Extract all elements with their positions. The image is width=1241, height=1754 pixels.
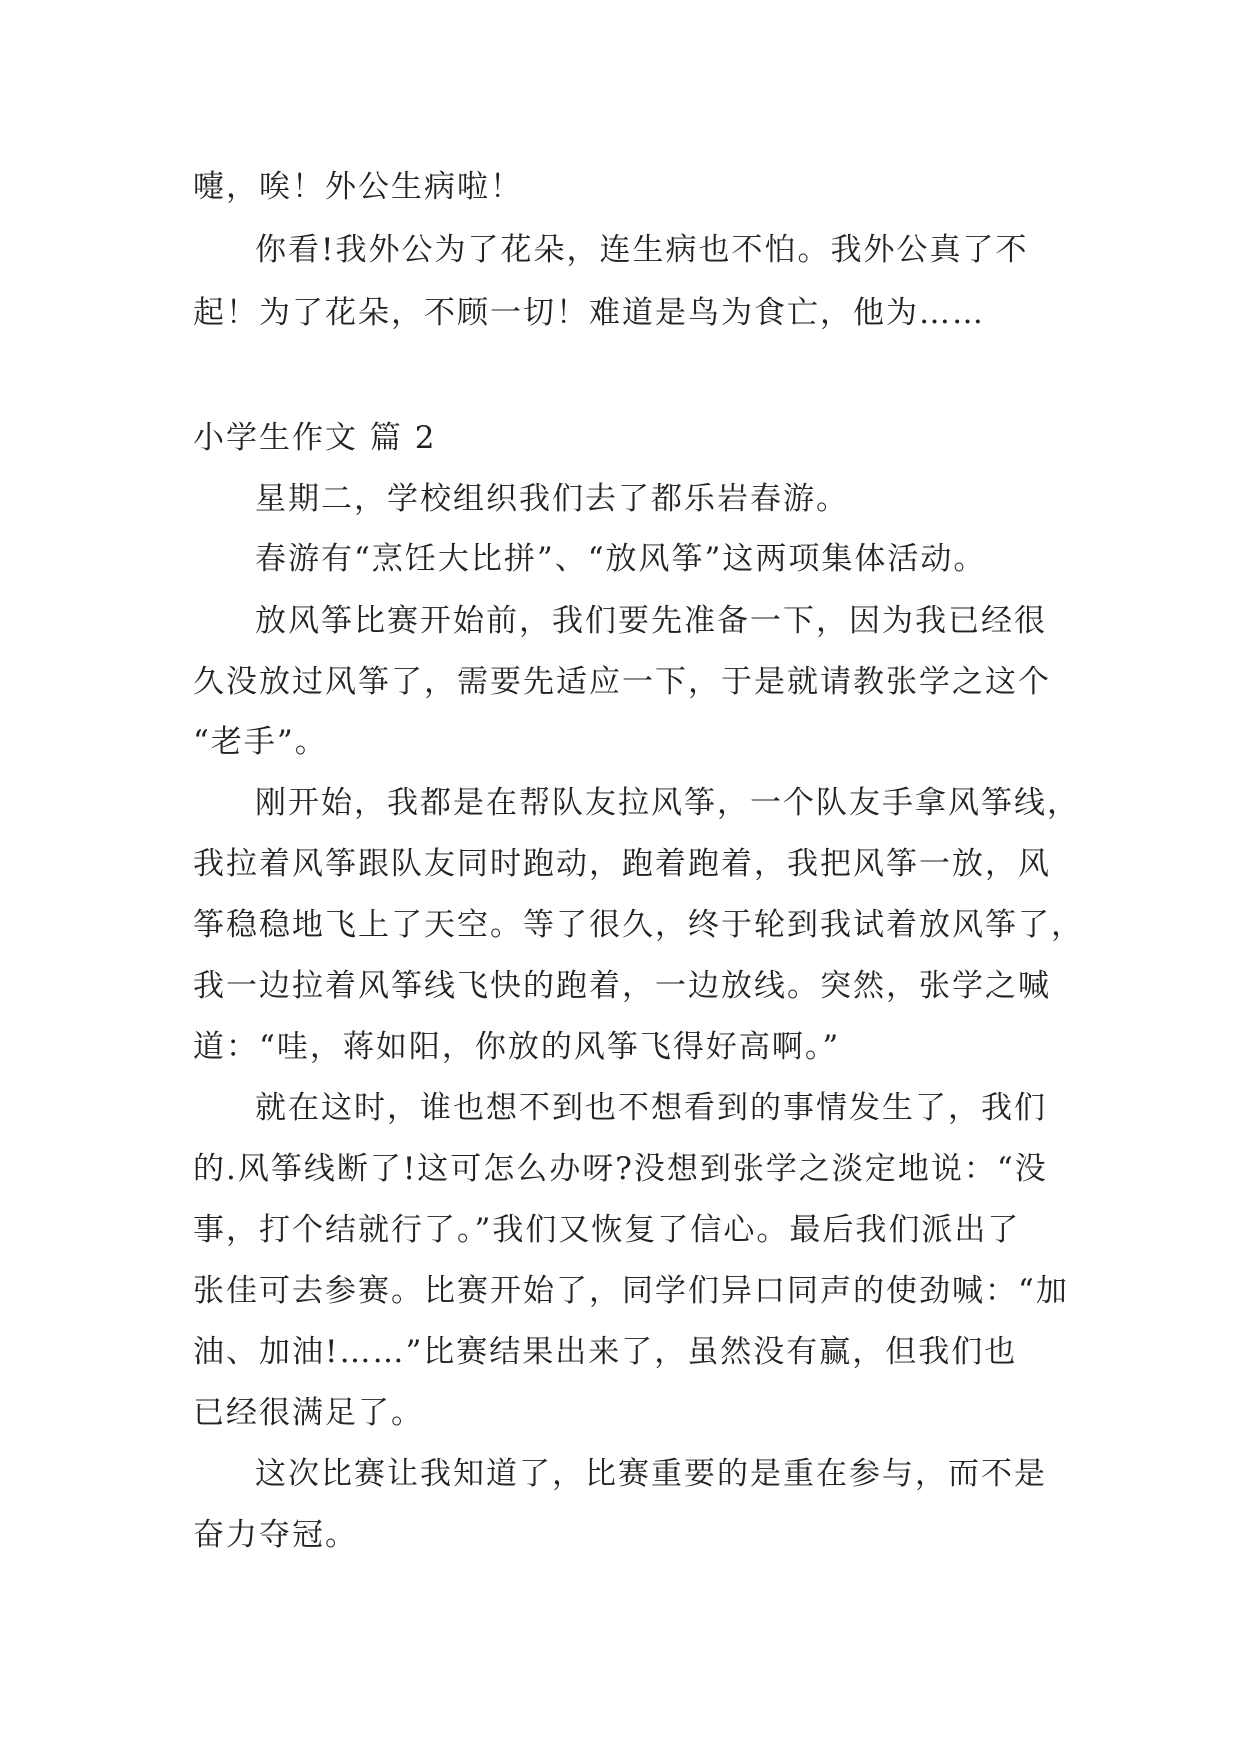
section-heading: 小学生作文 篇 2 <box>193 420 437 456</box>
text-line: “老手”。 <box>193 724 328 760</box>
text-line-continuation: 嚏，唉！外公生病啦！ <box>193 169 523 205</box>
paragraph-line: 放风筝比赛开始前，我们要先准备一下，因为我已经很 <box>255 603 1047 639</box>
text-line: 筝稳稳地飞上了天空。等了很久，终于轮到我试着放风筝了， <box>193 907 1084 943</box>
paragraph-line: 你看!我外公为了花朵，连生病也不怕。我外公真了不 <box>255 232 1029 268</box>
paragraph-line: 这次比赛让我知道了，比赛重要的是重在参与，而不是 <box>255 1456 1047 1492</box>
paragraph-line: 就在这时，谁也想不到也不想看到的事情发生了，我们 <box>255 1090 1047 1126</box>
text-line: 久没放过风筝了，需要先适应一下，于是就请教张学之这个 <box>193 664 1051 700</box>
paragraph-line: 刚开始，我都是在帮队友拉风筝，一个队友手拿风筝线， <box>255 785 1080 821</box>
text-line: 油、加油!……”比赛结果出来了，虽然没有赢，但我们也 <box>193 1334 1018 1370</box>
text-line: 张佳可去参赛。比赛开始了，同学们异口同声的使劲喊：“加 <box>193 1273 1069 1309</box>
paragraph-line: 春游有“烹饪大比拼”、“放风筝”这两项集体活动。 <box>255 541 987 577</box>
text-line: 我拉着风筝跟队友同时跑动，跑着跑着，我把风筝一放，风 <box>193 846 1051 882</box>
text-line: 起！为了花朵，不顾一切！难道是鸟为食亡，他为…… <box>193 295 985 331</box>
text-line: 奋力夺冠。 <box>193 1517 358 1553</box>
text-line: 已经很满足了。 <box>193 1395 424 1431</box>
text-line: 我一边拉着风筝线飞快的跑着，一边放线。突然，张学之喊 <box>193 968 1051 1004</box>
text-line: 道：“哇，蒋如阳，你放的风筝飞得好高啊。” <box>193 1029 841 1065</box>
text-line: 事，打个结就行了。”我们又恢复了信心。最后我们派出了 <box>193 1212 1021 1248</box>
paragraph-line: 星期二，学校组织我们去了都乐岩春游。 <box>255 481 849 517</box>
text-line: 的.风筝线断了!这可怎么办呀?没想到张学之淡定地说：“没 <box>193 1151 1048 1187</box>
